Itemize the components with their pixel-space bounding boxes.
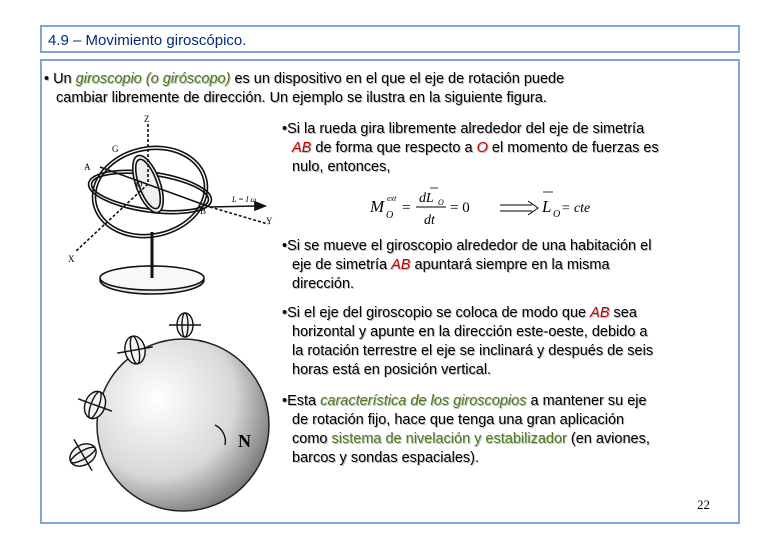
p1-text: Si la rueda gira libremente alrededor del eje de simetría <box>287 121 645 137</box>
eq-m-sup: ext <box>387 194 397 203</box>
label-b: B <box>200 206 207 216</box>
eq-m-sub: O <box>386 210 394 221</box>
eq-den: dt <box>424 213 435 228</box>
paragraph-1 <box>282 120 724 177</box>
p4-text: Esta <box>287 393 317 409</box>
eq-num: dL <box>419 191 434 206</box>
p3-text: horas está en posición vertical. <box>292 362 492 378</box>
p2-text: Si se mueve el giroscopio alrededor de una habitación el <box>287 238 652 254</box>
p3-text: Si el eje del giroscopio se coloca de modo que <box>287 305 587 321</box>
p3-text: la rotación terrestre el eje se inclinará y después de seis <box>292 343 654 359</box>
paragraph-2 <box>282 237 724 294</box>
label-y: Y <box>266 216 273 226</box>
equation <box>370 182 590 228</box>
p1-text: de forma que respecto a <box>315 140 473 156</box>
p4-text: barcos y sondas espaciales). <box>292 450 479 466</box>
eq-m: M <box>370 197 385 216</box>
intro-text: cambiar libremente de dirección. Un ejemplo se ilustra en la siguiente figura. <box>56 90 547 106</box>
label-o: O <box>136 179 143 189</box>
implies-arrow <box>500 201 538 215</box>
p4-text: de rotación fijo, hace que tenga una gran aplicación <box>292 412 625 428</box>
intro-paragraph <box>44 70 724 108</box>
eq-l: L <box>542 197 552 216</box>
paragraph-3 <box>282 304 724 380</box>
bullet: • <box>282 238 288 254</box>
label-l: L = I ω <box>232 195 257 204</box>
eq-zero: = 0 <box>450 200 470 216</box>
label-z: Z <box>144 114 150 124</box>
label-a: A <box>84 162 91 172</box>
p3-text: sea <box>613 305 637 321</box>
label-g: G <box>112 144 119 154</box>
eq-cte: = cte <box>561 201 590 216</box>
p2-text: eje de simetría <box>292 257 388 273</box>
bullet: • <box>282 305 288 321</box>
p4-text: (en aviones, <box>570 431 650 447</box>
p2-text: apuntará siempre en la misma <box>414 257 610 273</box>
eq-equals-1: = <box>402 200 411 216</box>
eq-num-sub: O <box>438 198 444 207</box>
bullet: • <box>282 121 288 137</box>
gyroscope-term: giroscopio (o giróscopo) <box>75 71 231 87</box>
label-x: X <box>68 254 75 264</box>
leveling-system-term: sistema de nivelación y estabilizador <box>331 431 567 447</box>
p3-text: horizontal y apunte en la dirección este-oeste, debido a <box>292 324 648 340</box>
title-box <box>40 25 740 53</box>
bullet: • <box>282 393 288 409</box>
label-n: N <box>238 431 251 451</box>
ab-symbol: AB <box>590 305 610 321</box>
p1-text: el momento de fuerzas es <box>491 140 659 156</box>
paragraph-4 <box>282 392 724 468</box>
p2-text: dirección. <box>292 276 355 292</box>
page-number: 22 <box>697 497 710 512</box>
intro-text: es un dispositivo en el que el eje de rotación puede <box>234 71 565 87</box>
gyroscope-figure <box>60 112 280 317</box>
slide-title: 4.9 – Movimiento giroscópico. <box>48 32 247 49</box>
p4-text: como <box>292 431 328 447</box>
gyroscope-characteristic-term: característica de los giroscopios <box>320 393 527 409</box>
eq-l-sub: O <box>553 209 561 220</box>
ab-symbol: AB <box>292 140 312 156</box>
bullet: • <box>44 71 50 87</box>
p1-text: nulo, entonces, <box>292 159 391 175</box>
intro-text: Un <box>53 71 72 87</box>
o-symbol: O <box>476 140 488 156</box>
earth-gyroscope-figure <box>55 305 275 515</box>
ab-symbol: AB <box>391 257 411 273</box>
p4-text: a mantener su eje <box>530 393 647 409</box>
